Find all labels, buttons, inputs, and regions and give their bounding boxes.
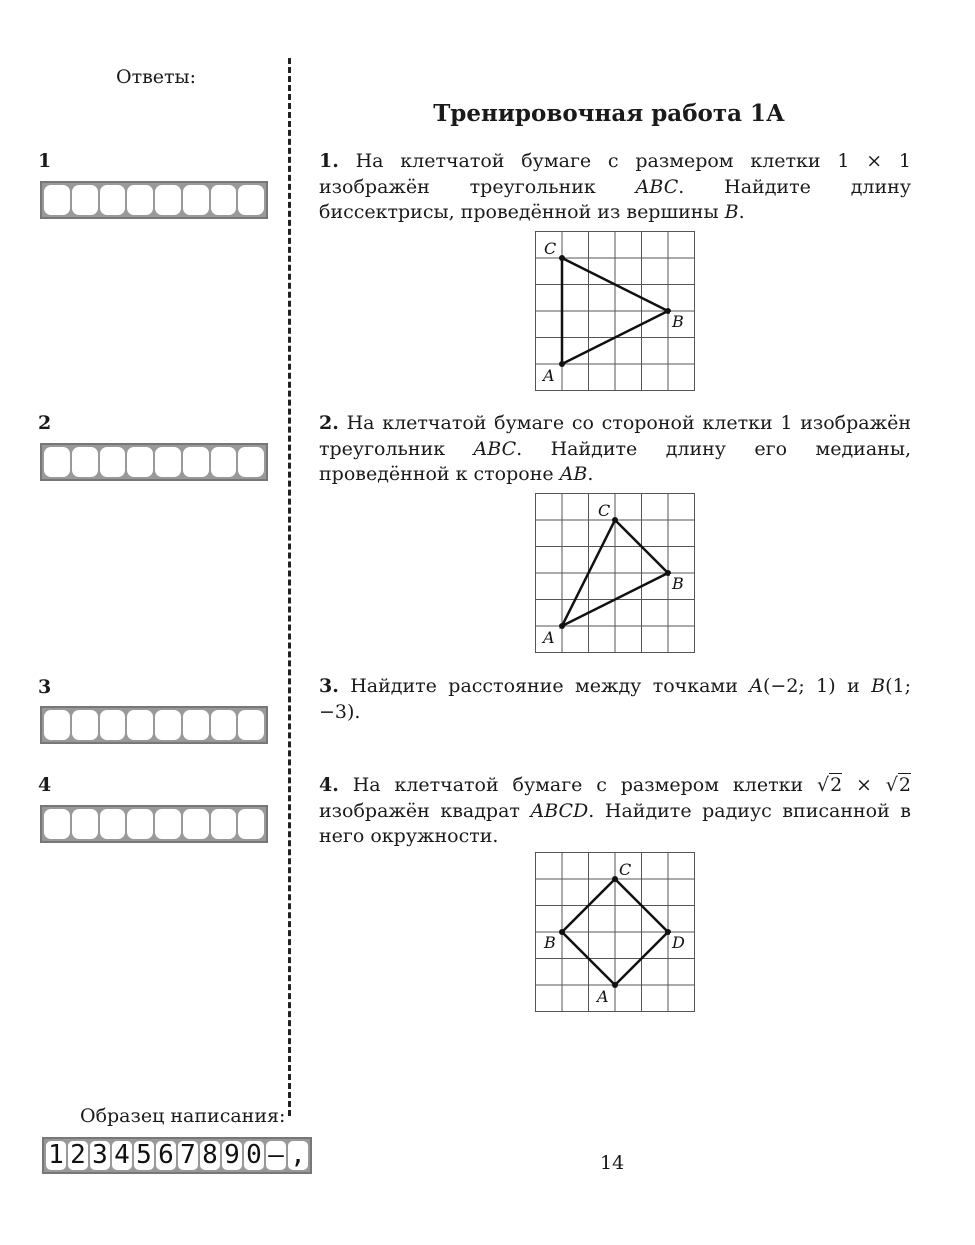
task-text: На клетчатой бумаге со стороной клетки 1 изображён треугольник (319, 412, 911, 460)
page-number: 14 (600, 1152, 625, 1174)
answer-number-2: 2 (38, 412, 52, 434)
answer-number-3: 3 (38, 676, 52, 698)
task-text: . Найдите длину его медианы, проведённой к стороне (319, 437, 912, 485)
task-number: 1. (319, 150, 339, 172)
answer-field-4[interactable] (40, 805, 268, 843)
point-coordinates: (−2; 1) (762, 675, 836, 697)
triangle-name: ABC (635, 175, 679, 198)
point-name: A (749, 675, 763, 697)
vertex-label-c: C (619, 860, 632, 879)
vertex-label-d: D (672, 933, 685, 952)
task-text: . Найдите длину биссектрисы, проведённой из вершины (319, 175, 911, 223)
task-3 (319, 674, 911, 725)
task-2 (319, 411, 911, 488)
radicand: 2 (830, 774, 843, 796)
triangle-name: ABC (473, 437, 517, 460)
point-coordinates: (1; −3) (319, 675, 911, 723)
vertex-label-a: A (543, 366, 555, 385)
task-text: . (354, 700, 361, 723)
task-text: изображён квадрат (319, 799, 531, 822)
sample-glyph: 8 (200, 1141, 220, 1170)
task-4 (319, 773, 911, 850)
sample-glyph: 3 (90, 1141, 110, 1170)
answer-field-2[interactable] (40, 443, 268, 481)
task-number: 4. (319, 774, 339, 796)
sample-glyph: 5 (134, 1141, 154, 1170)
sample-glyph: 0 (244, 1141, 264, 1170)
vertex-label-b: B (672, 312, 684, 331)
task-text: . (587, 463, 594, 485)
vertex-label-a: A (597, 987, 609, 1006)
point-name: B (871, 675, 886, 697)
times-sign: × (842, 774, 886, 796)
sample-glyph: 4 (112, 1141, 132, 1170)
sample-label: Образец написания: (80, 1105, 286, 1127)
answers-title: Ответы: (116, 66, 197, 88)
task-1 (319, 149, 911, 226)
answer-number-1: 1 (38, 150, 52, 172)
task-number: 3. (319, 675, 339, 697)
vertex-name: B (724, 201, 739, 223)
page-title: Тренировочная работа 1А (433, 100, 785, 127)
radicand: 2 (898, 774, 911, 796)
sample-glyph: – (266, 1141, 286, 1170)
sample-glyph: , (288, 1141, 308, 1170)
figure-1 (534, 230, 696, 392)
sample-glyph: 2 (68, 1141, 88, 1170)
task-text: и (835, 675, 872, 697)
task-text: . Найдите радиус вписанной в него окружности. (319, 799, 911, 847)
column-divider (288, 58, 291, 1116)
answer-number-4: 4 (38, 774, 52, 796)
vertex-label-b: B (672, 574, 684, 593)
sample-glyph: 1 (46, 1141, 66, 1170)
square-name: ABCD (530, 799, 589, 822)
answer-field-1[interactable] (40, 181, 268, 219)
sqrt-sign: √ (816, 774, 830, 796)
figure-2 (534, 492, 696, 654)
vertex-label-a: A (543, 628, 555, 647)
task-text: . (738, 201, 745, 223)
task-text: Найдите расстояние между точками (338, 675, 750, 697)
sample-writing (42, 1137, 312, 1174)
task-text: На клетчатой бумаге с размером клетки 1 × 1 изображён треугольник (319, 150, 911, 198)
sample-glyph: 6 (156, 1141, 176, 1170)
vertex-label-c: C (598, 501, 611, 520)
task-number: 2. (319, 412, 339, 434)
side-name: AB (559, 463, 588, 485)
task-text: На клетчатой бумаге с размером клетки (338, 774, 817, 796)
sample-glyph: 9 (222, 1141, 242, 1170)
sample-glyph: 7 (178, 1141, 198, 1170)
vertex-label-b: B (544, 933, 556, 952)
sqrt-sign: √ (885, 774, 898, 796)
vertex-label-c: C (544, 239, 557, 258)
answer-field-3[interactable] (40, 706, 268, 744)
figure-4 (534, 851, 696, 1013)
